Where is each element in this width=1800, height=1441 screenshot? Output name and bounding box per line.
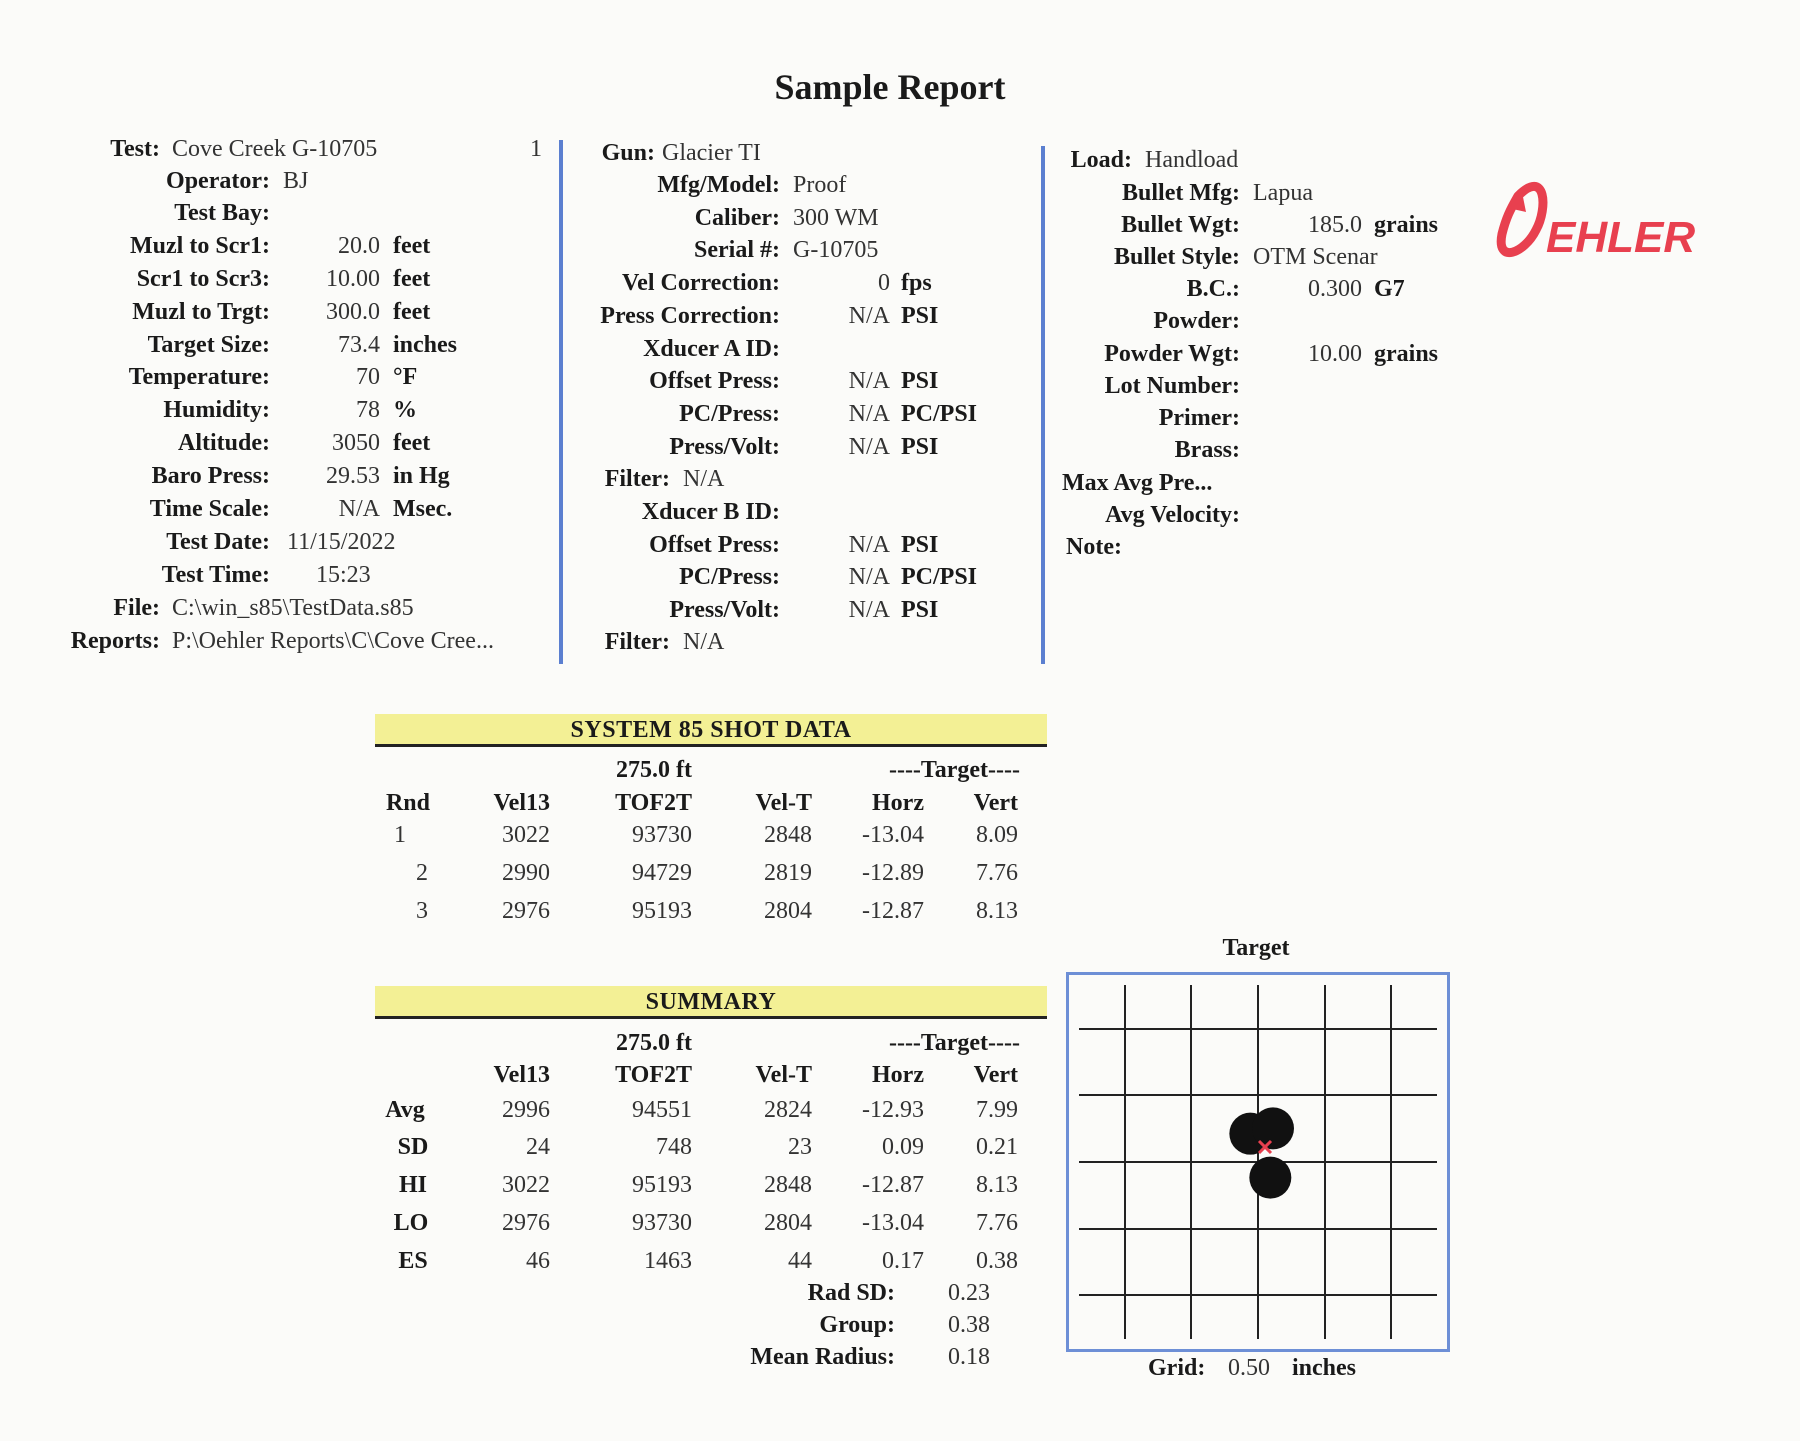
test-value: Cove Creek G-10705	[172, 136, 378, 162]
b-offset-value: N/A	[848, 532, 890, 558]
summary-lo-vel13: 2976	[502, 1210, 550, 1236]
summary-avg-tof2t: 94551	[632, 1097, 692, 1123]
row-1-tof2t: 93730	[632, 822, 692, 848]
press-correction-unit: PSI	[901, 303, 939, 329]
operator-label: Operator:	[166, 168, 270, 194]
summary-col-horz: Horz	[872, 1062, 924, 1088]
summary-target-header: ----Target----	[888, 1030, 1020, 1056]
summary-col-vert: Vert	[973, 1062, 1018, 1088]
caliber-label: Caliber:	[694, 205, 780, 231]
target-size-label: Target Size:	[147, 332, 270, 358]
summary-hi-vert: 8.13	[976, 1172, 1018, 1198]
col-tof2t: TOF2T	[615, 790, 692, 816]
summary-es-label: ES	[398, 1248, 428, 1274]
caliber-value: 300 WM	[793, 205, 879, 231]
reports-value: P:\Oehler Reports\C\Cove Cree...	[172, 628, 494, 654]
row-3-horz: -12.87	[862, 898, 924, 924]
muzl-scr1-unit: feet	[393, 233, 431, 259]
b-offset-unit: PSI	[901, 532, 939, 558]
brass-label: Brass:	[1174, 437, 1240, 463]
row-2-horz: -12.89	[862, 860, 924, 886]
summary-sd-horz: 0.09	[882, 1134, 924, 1160]
muzl-trgt-value: 300.0	[326, 299, 380, 325]
reports-label: Reports:	[70, 628, 160, 654]
muzl-scr1-label: Muzl to Scr1:	[130, 233, 270, 259]
a-press-volt-unit: PSI	[901, 434, 939, 460]
col-vel-t: Vel-T	[755, 790, 812, 816]
test-index: 1	[530, 136, 542, 162]
gun-label: Gun:	[601, 140, 655, 166]
altitude-unit: feet	[393, 430, 431, 456]
powder-wgt-value: 10.00	[1308, 341, 1362, 367]
summary-sd-tof2t: 748	[656, 1134, 692, 1160]
summary-avg-vert: 7.99	[976, 1097, 1018, 1123]
summary-hi-vel-t: 2848	[764, 1172, 812, 1198]
bullet-style-label: Bullet Style:	[1114, 244, 1240, 270]
logo-text: EHLER	[1546, 213, 1696, 262]
summary-title: SUMMARY	[375, 986, 1047, 1019]
mfg-model-label: Mfg/Model:	[657, 172, 780, 198]
oehler-logo	[1488, 168, 1700, 278]
time-scale-label: Time Scale:	[149, 496, 270, 522]
load-value: Handload	[1145, 147, 1239, 173]
lot-number-label: Lot Number:	[1104, 373, 1240, 399]
shot-distance-label: 275.0 ft	[616, 757, 692, 783]
test-time-value: 15:23	[316, 562, 371, 588]
grid-label: Grid:	[1148, 1355, 1206, 1381]
target-size-unit: inches	[393, 332, 458, 358]
row-2-tof2t: 94729	[632, 860, 692, 886]
bullet-wgt-value: 185.0	[1308, 212, 1362, 238]
scr1-scr3-unit: feet	[393, 266, 431, 292]
b-pc-press-label: PC/Press:	[679, 564, 780, 590]
bullet-wgt-label: Bullet Wgt:	[1121, 212, 1240, 238]
summary-col-vel13: Vel13	[493, 1062, 550, 1088]
col-vert: Vert	[973, 790, 1018, 816]
target-title: Target	[1222, 935, 1290, 961]
summary-lo-tof2t: 93730	[632, 1210, 692, 1236]
summary-lo-vel-t: 2804	[764, 1210, 812, 1236]
target-grid-svg	[1069, 975, 1447, 1349]
summary-lo-label: LO	[393, 1210, 429, 1236]
row-1-vel-t: 2848	[764, 822, 812, 848]
row-3-vert: 8.13	[976, 898, 1018, 924]
time-scale-unit: Msec.	[393, 496, 453, 522]
summary-es-horz: 0.17	[882, 1248, 924, 1274]
press-correction-label: Press Correction:	[600, 303, 780, 329]
b-press-volt-value: N/A	[848, 597, 890, 623]
a-offset-unit: PSI	[901, 368, 939, 394]
summary-lo-horz: -13.04	[862, 1210, 924, 1236]
summary-hi-tof2t: 95193	[632, 1172, 692, 1198]
row-2-vel13: 2990	[502, 860, 550, 886]
shot-hole-2	[1249, 1157, 1291, 1199]
summary-es-vel-t: 44	[788, 1248, 812, 1274]
note-label: Note:	[1066, 534, 1122, 560]
primer-label: Primer:	[1158, 405, 1240, 431]
a-pc-press-value: N/A	[848, 401, 890, 427]
summary-sd-vel13: 24	[526, 1134, 550, 1160]
row-3-vel13: 2976	[502, 898, 550, 924]
summary-hi-label: HI	[398, 1172, 427, 1198]
target-plot	[1066, 972, 1450, 1352]
target-size-value: 73.4	[338, 332, 380, 358]
grid-unit: inches	[1292, 1355, 1357, 1381]
test-bay-label: Test Bay:	[174, 200, 270, 226]
press-correction-value: N/A	[848, 303, 890, 329]
b-pc-press-value: N/A	[848, 564, 890, 590]
row-2-vel-t: 2819	[764, 860, 812, 886]
powder-wgt-unit: grains	[1374, 341, 1439, 367]
mean-radius-value: 0.18	[948, 1344, 990, 1370]
mean-radius-label: Mean Radius:	[750, 1344, 895, 1370]
bullet-wgt-unit: grains	[1374, 212, 1439, 238]
a-filter-label: Filter:	[604, 466, 670, 492]
a-offset-label: Offset Press:	[649, 368, 780, 394]
time-scale-value: N/A	[338, 496, 380, 522]
summary-distance-label: 275.0 ft	[616, 1030, 692, 1056]
serial-label: Serial #:	[694, 237, 780, 263]
test-label: Test:	[110, 136, 160, 162]
group-value: 0.38	[948, 1312, 990, 1338]
summary-sd-vel-t: 23	[788, 1134, 812, 1160]
vel-correction-label: Vel Correction:	[622, 270, 780, 296]
humidity-unit: %	[393, 397, 417, 423]
summary-es-vert: 0.38	[976, 1248, 1018, 1274]
baro-press-value: 29.53	[326, 463, 380, 489]
bullet-mfg-value: Lapua	[1253, 180, 1313, 206]
vel-correction-unit: fps	[901, 270, 932, 296]
bullet-style-value: OTM Scenar	[1253, 244, 1378, 270]
report-title: Sample Report	[774, 67, 1006, 107]
summary-col-tof2t: TOF2T	[615, 1062, 692, 1088]
summary-hi-vel13: 3022	[502, 1172, 550, 1198]
col-rnd: Rnd	[385, 790, 430, 816]
avg-velocity-label: Avg Velocity:	[1105, 502, 1240, 528]
summary-sd-vert: 0.21	[976, 1134, 1018, 1160]
shot-hole-3	[1252, 1107, 1294, 1149]
temperature-value: 70	[356, 364, 380, 390]
bc-unit: G7	[1374, 276, 1405, 302]
scr1-scr3-label: Scr1 to Scr3:	[136, 266, 270, 292]
b-offset-label: Offset Press:	[649, 532, 780, 558]
row-2-rnd: 2	[416, 860, 428, 886]
summary-es-vel13: 46	[526, 1248, 550, 1274]
summary-col-vel-t: Vel-T	[755, 1062, 812, 1088]
summary-avg-horz: -12.93	[862, 1097, 924, 1123]
a-press-volt-label: Press/Volt:	[669, 434, 780, 460]
xducer-a-label: Xducer A ID:	[643, 336, 780, 362]
summary-avg-label: Avg	[385, 1097, 425, 1123]
mfg-model-value: Proof	[793, 172, 847, 198]
b-press-volt-label: Press/Volt:	[669, 597, 780, 623]
a-offset-value: N/A	[848, 368, 890, 394]
shot-target-header: ----Target----	[888, 757, 1020, 783]
summary-sd-label: SD	[397, 1134, 429, 1160]
b-filter-label: Filter:	[604, 629, 670, 655]
row-1-horz: -13.04	[862, 822, 924, 848]
a-pc-press-label: PC/Press:	[679, 401, 780, 427]
temperature-label: Temperature:	[128, 364, 270, 390]
powder-wgt-label: Powder Wgt:	[1104, 341, 1240, 367]
file-label: File:	[113, 595, 160, 621]
row-3-rnd: 3	[416, 898, 428, 924]
muzl-trgt-unit: feet	[393, 299, 431, 325]
baro-press-unit: in Hg	[393, 463, 450, 489]
summary-avg-vel13: 2996	[502, 1097, 550, 1123]
summary-es-tof2t: 1463	[644, 1248, 692, 1274]
temperature-unit: °F	[393, 364, 418, 390]
altitude-value: 3050	[332, 430, 380, 456]
b-press-volt-unit: PSI	[901, 597, 939, 623]
gun-value: Glacier TI	[662, 140, 761, 166]
a-press-volt-value: N/A	[848, 434, 890, 460]
a-pc-press-unit: PC/PSI	[901, 401, 978, 427]
b-filter-value: N/A	[683, 629, 725, 655]
rad-sd-value: 0.23	[948, 1280, 990, 1306]
test-date-value: 11/15/2022	[287, 529, 396, 555]
vel-correction-value: 0	[878, 270, 890, 296]
summary-lo-vert: 7.76	[976, 1210, 1018, 1236]
muzl-trgt-label: Muzl to Trgt:	[132, 299, 270, 325]
rad-sd-label: Rad SD:	[807, 1280, 895, 1306]
row-1-vert: 8.09	[976, 822, 1018, 848]
shot-data-title: SYSTEM 85 SHOT DATA	[375, 714, 1047, 747]
col-vel13: Vel13	[493, 790, 550, 816]
row-3-tof2t: 95193	[632, 898, 692, 924]
summary-avg-vel-t: 2824	[764, 1097, 812, 1123]
baro-press-label: Baro Press:	[151, 463, 270, 489]
max-avg-pre-label: Max Avg Pre...	[1062, 470, 1213, 496]
row-3-vel-t: 2804	[764, 898, 812, 924]
target-shots	[1229, 1107, 1294, 1198]
a-filter-value: N/A	[683, 466, 725, 492]
row-1-rnd: 1	[394, 822, 406, 848]
col-horz: Horz	[872, 790, 924, 816]
group-label: Group:	[819, 1312, 895, 1338]
bc-label: B.C.:	[1186, 276, 1240, 302]
serial-value: G-10705	[793, 237, 879, 263]
row-2-vert: 7.76	[976, 860, 1018, 886]
bc-value: 0.300	[1308, 276, 1362, 302]
row-1-vel13: 3022	[502, 822, 550, 848]
humidity-value: 78	[356, 397, 380, 423]
xducer-b-label: Xducer B ID:	[641, 499, 780, 525]
operator-value: BJ	[283, 168, 309, 194]
altitude-label: Altitude:	[178, 430, 270, 456]
humidity-label: Humidity:	[163, 397, 270, 423]
file-value: C:\win_s85\TestData.s85	[172, 595, 414, 621]
summary-hi-horz: -12.87	[862, 1172, 924, 1198]
powder-label: Powder:	[1153, 308, 1240, 334]
grid-value: 0.50	[1228, 1355, 1270, 1381]
load-label: Load:	[1070, 147, 1132, 173]
muzl-scr1-value: 20.0	[338, 233, 380, 259]
test-time-label: Test Time:	[161, 562, 270, 588]
test-date-label: Test Date:	[166, 529, 270, 555]
bullet-mfg-label: Bullet Mfg:	[1122, 180, 1240, 206]
b-pc-press-unit: PC/PSI	[901, 564, 978, 590]
scr1-scr3-value: 10.00	[326, 266, 380, 292]
